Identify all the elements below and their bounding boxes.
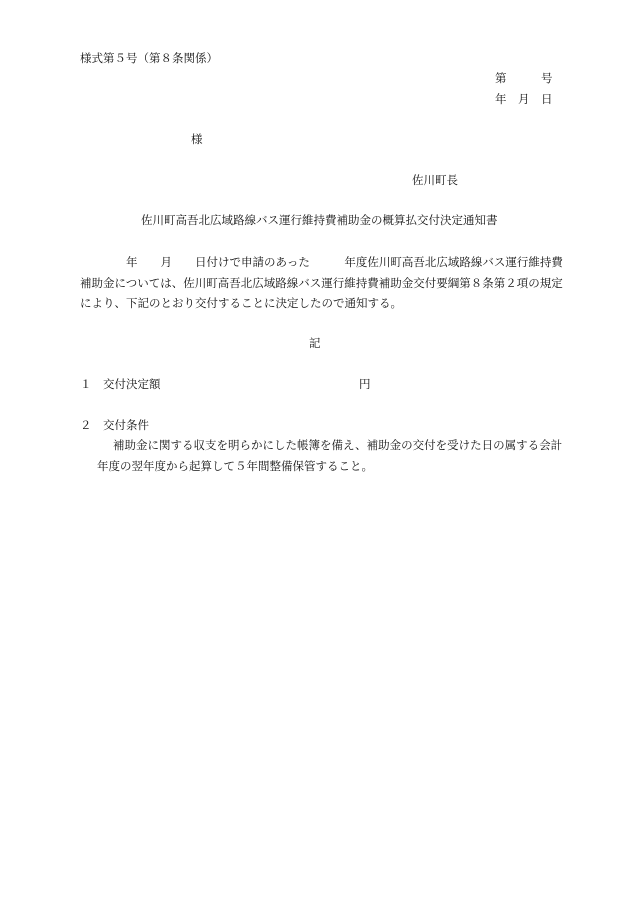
ki-heading: 記 (309, 336, 321, 350)
item-1-unit: 円 (359, 377, 371, 391)
item-1-label: １ 交付決定額 (80, 377, 161, 391)
body-line-3: により、下記のとおり交付することに決定したので通知する。 (80, 296, 402, 310)
document-date: 年 月 日 (495, 92, 553, 106)
form-number: 様式第５号（第８条関係） (80, 51, 218, 65)
body-line-2: 補助金については、佐川町高吾北広域路線バス運行維持費補助金交付要綱第８条第２項の規定 (80, 276, 563, 290)
addressee-honorific: 様 (191, 132, 203, 146)
item-2-label: ２ 交付条件 (80, 418, 149, 432)
sender-name: 佐川町長 (412, 173, 458, 187)
item-2-line-1: 補助金に関する収支を明らかにした帳簿を備え、補助金の交付を受けた日の属する会計 (113, 438, 563, 452)
body-line-1: 年 月 日付けで申請のあった 年度佐川町高吾北広域路線バス運行維持費 (80, 255, 563, 269)
document-title: 佐川町高吾北広域路線バス運行維持費補助金の概算払交付決定通知書 (141, 213, 498, 227)
item-2-line-2: 年度の翌年度から起算して５年間整備保管すること。 (97, 459, 373, 473)
document-number: 第 号 (495, 71, 553, 85)
